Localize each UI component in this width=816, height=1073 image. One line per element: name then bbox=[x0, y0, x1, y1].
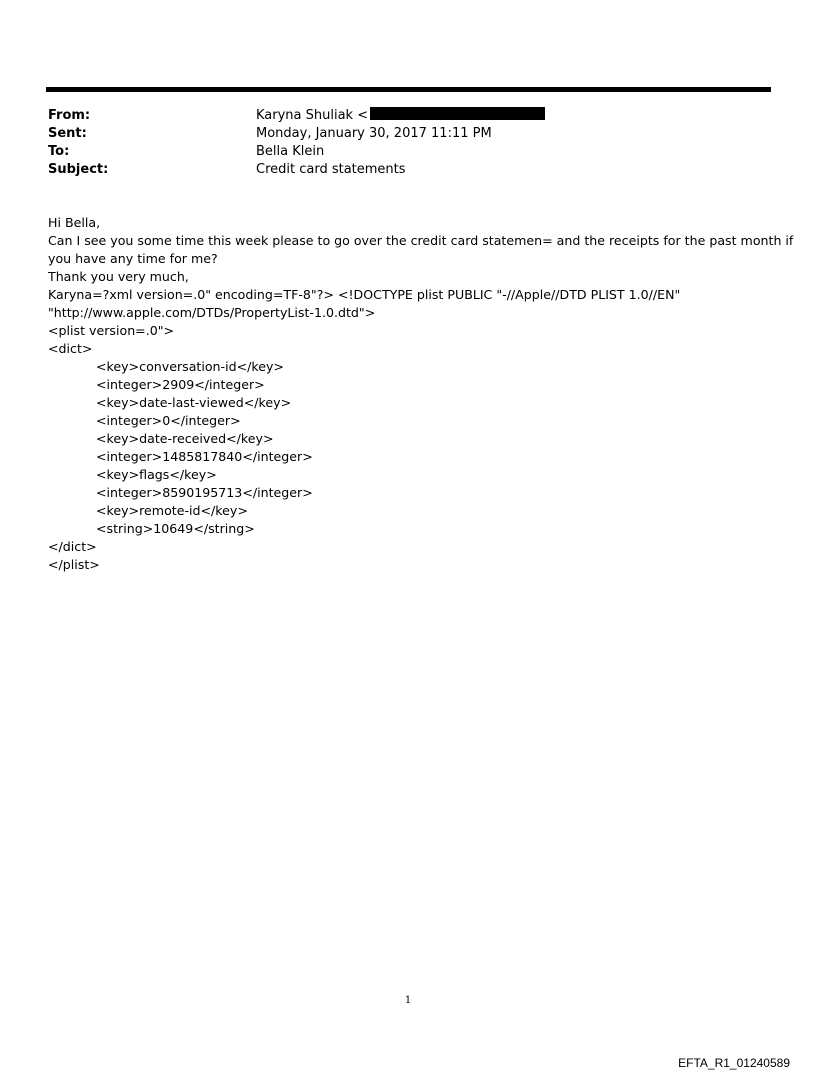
body-line: you have any time for me? bbox=[48, 251, 218, 266]
plist-line: <integer>0</integer> bbox=[96, 413, 241, 428]
plist-line: <key>date-received</key> bbox=[96, 431, 274, 446]
sent-label: Sent: bbox=[48, 126, 87, 141]
plist-line: <integer>8590195713</integer> bbox=[96, 485, 313, 500]
from-label: From: bbox=[48, 108, 91, 123]
page-number: 1 bbox=[404, 995, 412, 1006]
plist-line: <key>date-last-viewed</key> bbox=[96, 395, 292, 410]
document-id: EFTA_R1_01240589 bbox=[678, 1056, 790, 1070]
plist-line: <string>10649</string> bbox=[96, 521, 255, 536]
plist-line: <integer>1485817840</integer> bbox=[96, 449, 313, 464]
subject-value: Credit card statements bbox=[256, 162, 406, 177]
plist-line: </plist> bbox=[48, 557, 100, 572]
to-label: To: bbox=[48, 144, 70, 159]
sent-row bbox=[48, 125, 768, 143]
plist-line: <key>flags</key> bbox=[96, 467, 217, 482]
plist-line: <key>remote-id</key> bbox=[96, 503, 248, 518]
sent-value: Monday, January 30, 2017 11:11 PM bbox=[256, 126, 492, 141]
subject-label: Subject: bbox=[48, 162, 109, 177]
email-body bbox=[48, 214, 794, 574]
header-rule bbox=[46, 87, 771, 92]
plist-line: <dict> bbox=[48, 341, 93, 356]
to-row bbox=[48, 143, 768, 161]
from-row bbox=[48, 107, 768, 125]
plist-line: <integer>2909</integer> bbox=[96, 377, 265, 392]
plist-line: <key>conversation-id</key> bbox=[96, 359, 284, 374]
from-value bbox=[256, 107, 545, 125]
body-line: Karyna=?xml version=.0" encoding=TF-8"?> <!DOCTYPE plist PUBLIC "-//Apple//DTD PLIST 1.0//EN" bbox=[48, 287, 681, 302]
greeting-line: Hi Bella, bbox=[48, 215, 101, 230]
redaction-bar bbox=[370, 107, 545, 120]
to-value: Bella Klein bbox=[256, 144, 325, 159]
body-line: "http://www.apple.com/DTDs/PropertyList-1.0.dtd"> bbox=[48, 305, 376, 320]
plist-line: </dict> bbox=[48, 539, 97, 554]
subject-row bbox=[48, 161, 768, 179]
plist-line: <plist version=.0"> bbox=[48, 323, 175, 338]
body-line: Can I see you some time this week please to go over the credit card statemen= and the receipts for the past month if bbox=[48, 233, 794, 248]
email-header bbox=[48, 107, 768, 179]
body-line: Thank you very much, bbox=[48, 269, 189, 284]
from-name: Karyna Shuliak < bbox=[256, 108, 369, 123]
